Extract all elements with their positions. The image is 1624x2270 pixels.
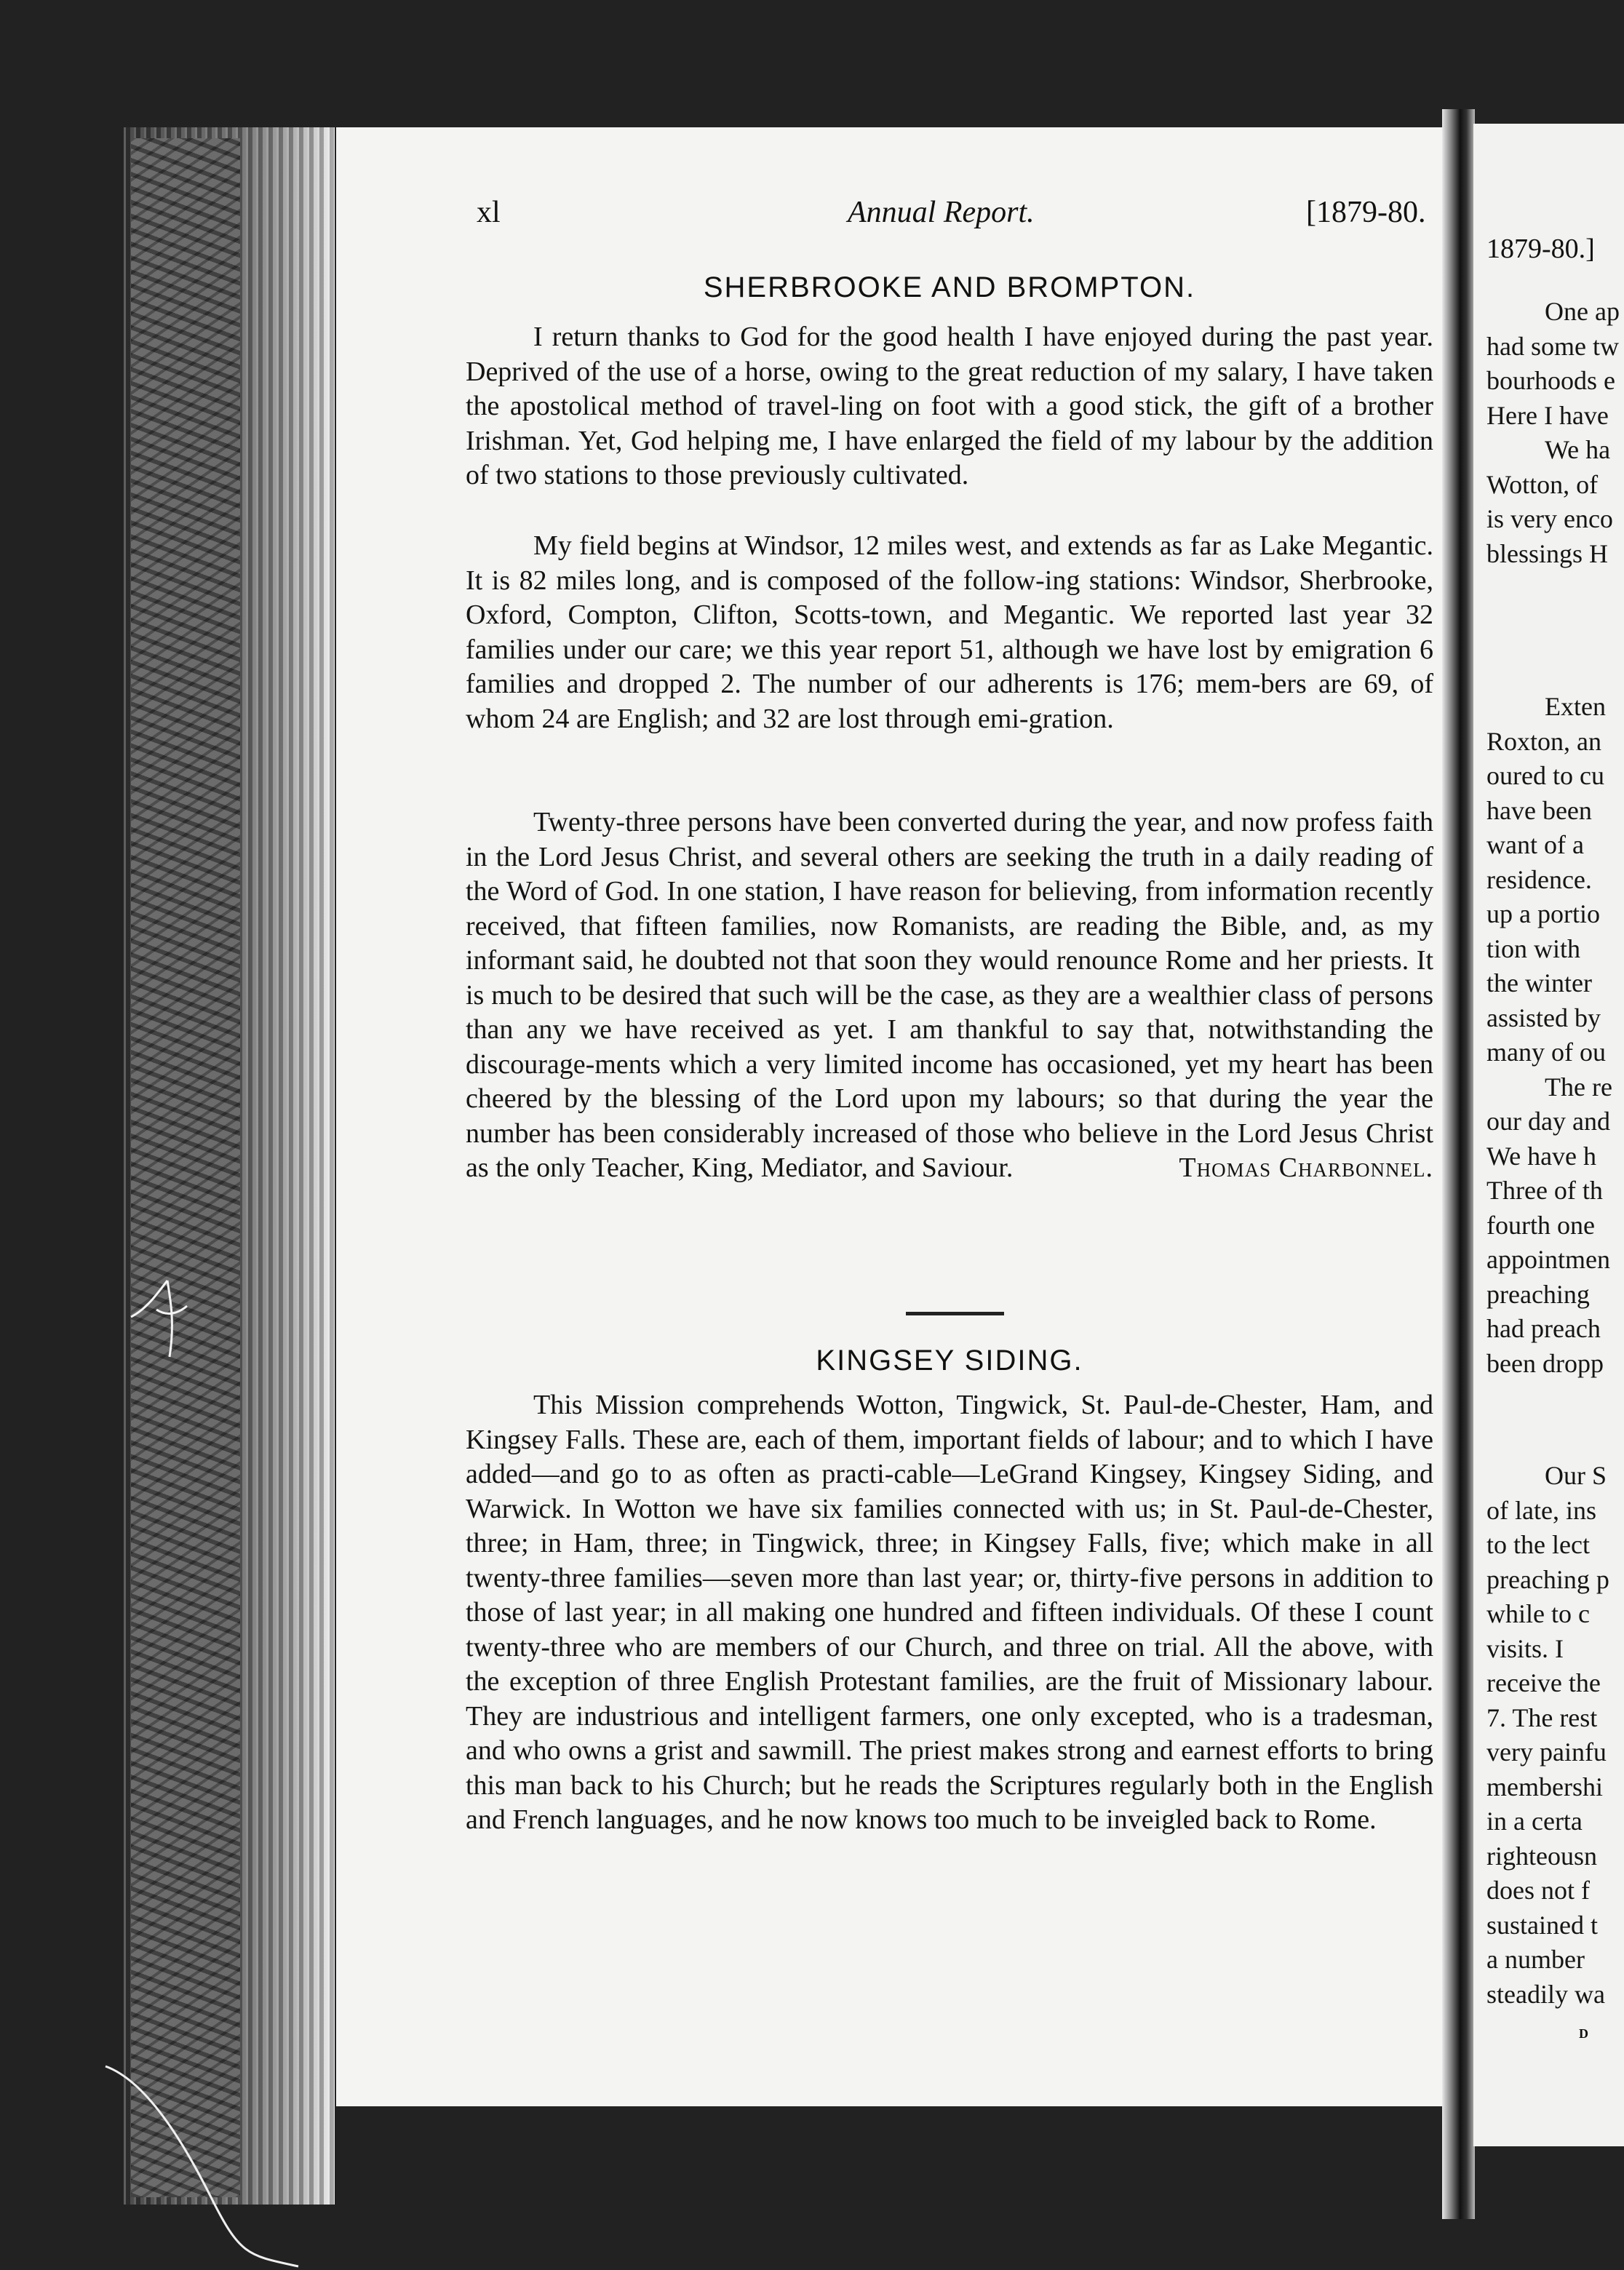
right-page-line: sustained t [1486,1910,1598,1940]
signature: Thomas Charbonnel. [1179,1152,1433,1183]
right-page-line: One ap [1545,297,1620,326]
marbled-edge [131,138,240,2197]
right-page-line: our day and [1486,1107,1610,1136]
paragraph-text: Twenty-three persons have been converted during the year, and now profess faith in the Lord Jesus Christ, and several others are seeking the truth in a daily reading of the Word of God. In one station, I have reason for believing, from information recently received, that fifteen families, now Romanists, are reading the Bible, and, as my informant said, he doubted not that soon they would renounce Rome and her priests. It is much to be desired that such will be the case, as they are a wealthier class of persons than any we have received as yet. I am thankful to say that, notwithstanding the discourage-ments which a very limited income has occasioned, yet my heart has been cheered by the blessing of the Lord upon my labours; so that during the year the number has been considerably increased of those who believe in the Lord Jesus Christ as the only Teacher, King, Mediator, and Saviour. [466,807,1433,1183]
section-title-sherbrooke: SHERBROOKE AND BROMPTON. [703,271,1196,303]
right-page-line: appointmen [1486,1245,1610,1274]
right-page-line: preaching [1486,1279,1590,1309]
right-page-line: assisted by [1486,1003,1601,1032]
paragraph: I return thanks to God for the good health I have enjoyed during the past year. Deprived of the use of a horse, owing to the great reduction of my salary, I have taken the apostolical method of travel-ling on foot with a good stick, the gift of a brother Irishman. Yet, God helping me, I have enlarged the field of my labour by the addition of two stations to those previously cultivated. [466,322,1433,490]
right-page-line: oured to cu [1486,761,1604,790]
right-page-line: in a certa [1486,1807,1583,1836]
right-page-line: to the lect [1486,1530,1590,1559]
right-page-line: want of a [1486,830,1584,859]
right-page-line: We have h [1486,1141,1597,1171]
right-page-line: The re [1545,1072,1612,1102]
right-page-line: been dropp [1486,1348,1604,1378]
right-page-line: is very enco [1486,504,1613,533]
right-page-line: receive the [1486,1668,1601,1697]
section-divider [906,1312,1004,1315]
right-page-line: Exten [1545,692,1606,721]
right-page-line: membershi [1486,1772,1603,1801]
paragraph: This Mission comprehends Wotton, Tingwick, St. Paul-de-Chester, Ham, and Kingsey Falls. These are, each of them, important fields of labour; and to which I have added—and go to as often as practi-cable—LeGrand Kingsey, Kingsey Siding, and Warwick. In Wotton we have six families connected with us; in St. Paul-de-Chester, three; in Ham, three; in Tingwick, three; in Kingsey Falls, five; which make in all twenty-three families—seven more than last year; or, thirty-five persons in addition to those of last year; in all making one hundred and fifteen individuals. Of these I count twenty-three who are members of our Church, and three on trial. All the above, with the exception of three English Protestant families, are the fruit of Missionary labour. They are industrious and intelligent farmers, one only excepted, who is a tradesman, and who owns a grist and sawmill. The priest makes strong and earnest efforts to bring this man back to his Church; but he reads the Scriptures regularly both in the English and French languages, and he now knows too much to be inveigled back to Rome. [466,1390,1433,1835]
running-title: Annual Report. [848,196,1035,229]
stray-hair [127,1266,193,1368]
right-page-line: blessings H [1486,538,1609,568]
signature-mark: D [1579,2026,1588,2041]
right-page-line: Our S [1545,1461,1607,1490]
right-page-line: righteousn [1486,1841,1597,1871]
right-page-line: tion with [1486,933,1581,963]
header-year: [1879-80. [1306,196,1426,229]
right-page-line: the winter [1486,968,1592,997]
right-page-line: preaching p [1486,1564,1609,1594]
right-page-line: while to c [1486,1599,1590,1628]
right-page-line: have been [1486,795,1592,825]
right-page-line: very painfu [1486,1737,1607,1767]
page-number: xl [477,196,501,229]
right-page-line: Wotton, of [1486,469,1599,499]
right-page-line: bourhoods e [1486,366,1615,395]
right-page-line: fourth one [1486,1210,1595,1240]
right-page-line: 7. The rest [1486,1702,1598,1732]
right-page-line: had some tw [1486,331,1619,361]
right-page-line: of late, ins [1486,1495,1596,1525]
right-page-line: many of ou [1486,1038,1606,1067]
right-page-line: We ha [1545,435,1611,464]
stray-hair [102,2052,306,2270]
right-page-line: Roxton, an [1486,726,1601,756]
right-page-header: 1879-80.] [1486,234,1595,264]
right-page-line: residence. [1486,864,1592,894]
right-page-line: a number [1486,1945,1585,1974]
right-page-line: Three of th [1486,1176,1603,1205]
right-page-line: Here I have [1486,400,1609,430]
right-page-line: visits. I [1486,1633,1564,1663]
book-gutter [1442,109,1475,2219]
section-title-kingsey: KINGSEY SIDING. [816,1345,1083,1377]
right-page-line: up a portio [1486,899,1600,928]
right-page-line: had preach [1486,1314,1601,1343]
right-page-line: does not f [1486,1876,1590,1905]
right-page-line: steadily wa [1486,1979,1605,2009]
paragraph: My field begins at Windsor, 12 miles west, and extends as far as Lake Megantic. It is 82 miles long, and is composed of the follow-ing stations: Windsor, Sherbrooke, Oxford, Compton, Clifton, Scotts-town, and Megantic. We reported last year 32 families under our care; we this year report 51, although we have lost by emigration 6 families and dropped 2. The number of our adherents is 176; mem-bers are 69, of whom 24 are English; and 32 are lost through emi-gration. [466,530,1433,734]
paragraph-with-signature [466,805,1433,1186]
